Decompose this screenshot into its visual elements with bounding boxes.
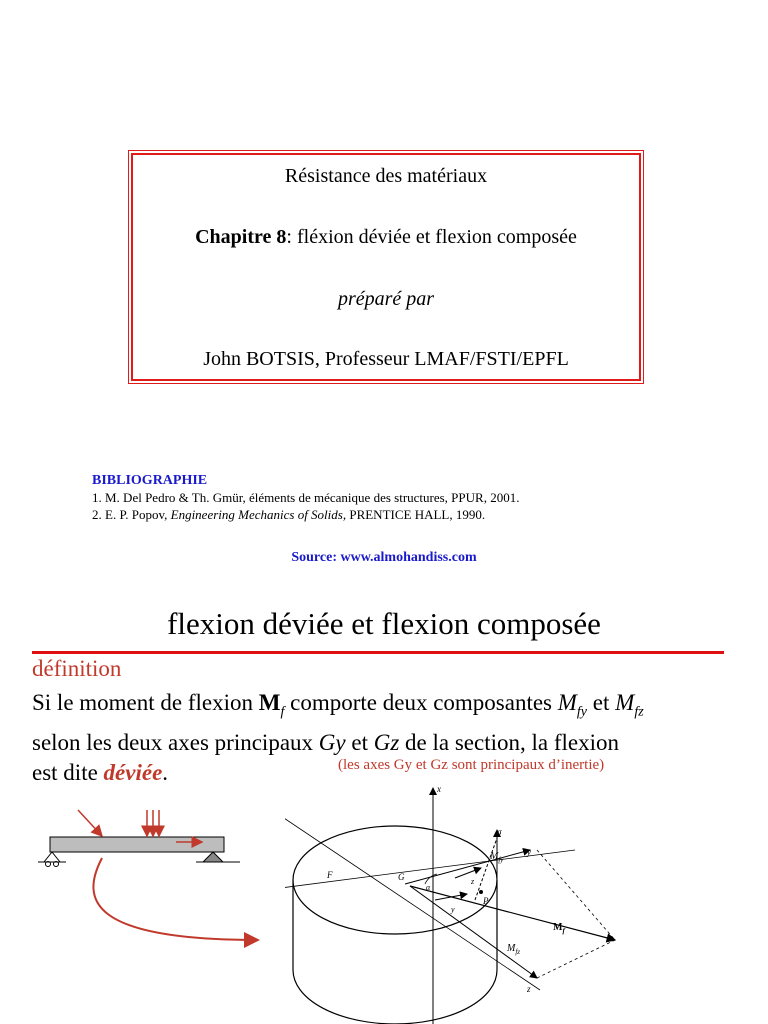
sigma-label: σ [497, 827, 502, 837]
prepared-by: préparé par [337, 288, 435, 310]
para-line-1 [32, 688, 732, 728]
chapter-title [133, 226, 639, 249]
cylinder-bottom [293, 970, 497, 1024]
small-y-label: y [451, 905, 455, 914]
cross-section-top [293, 826, 497, 934]
deviee-term: déviée [103, 759, 163, 785]
mfy-sub: fy [576, 704, 588, 720]
author: John BOTSIS, Professeur LMAF/FSTI/EPFL [203, 348, 569, 370]
mfy-label: $M_{fy}$ [490, 851, 504, 864]
ref2-title: Engineering Mechanics of Solids, [170, 507, 347, 522]
principal-axes-note: (les axes Gy et Gz sont principaux d’inertie) [338, 757, 605, 773]
para-text: est dite [32, 759, 104, 785]
x-label: x [437, 784, 441, 794]
para-text: de la section, la flexion [399, 729, 619, 755]
curved-pointer-arrow [93, 858, 258, 940]
mf-symbol: M [258, 690, 281, 715]
mf-sub: f [280, 704, 285, 720]
gz-axis: Gz [373, 729, 400, 755]
projection-line [537, 850, 615, 940]
beam [50, 837, 224, 852]
section-title: flexion déviée et flexion composée [167, 606, 601, 641]
bibliography-ref-2 [92, 506, 519, 523]
para-line-2 [32, 728, 732, 758]
section-divider [32, 651, 724, 654]
para-text: et [345, 729, 374, 755]
y-axis [405, 850, 530, 884]
para-text: selon les deux axes principaux [32, 729, 319, 755]
z-label: z [527, 984, 531, 994]
title-box [131, 153, 641, 381]
mf-vector [410, 886, 615, 940]
small-z-label: z [471, 877, 475, 886]
alpha-label: α [426, 883, 431, 892]
g-label: G [398, 872, 405, 882]
beam-diagram [30, 800, 270, 960]
inclined-load-arrow [78, 810, 102, 836]
source-link[interactable]: Source: www.almohandiss.com [291, 550, 477, 565]
chapter-number: Chapitre 8 [195, 226, 287, 248]
mfz-sub: fz [634, 704, 644, 720]
y-label: y [527, 847, 531, 857]
section-diagram [285, 780, 645, 1024]
para-text: Si le moment de flexion [32, 690, 259, 715]
z-axis [410, 886, 537, 978]
small-z-arrow [435, 894, 467, 900]
p-label: P [483, 896, 489, 906]
ref2-authors: 2. E. P. Popov, [92, 507, 171, 522]
para-text: . [162, 759, 169, 785]
bibliography-ref-1: 1. M. Del Pedro & Th. Gmür, éléments de mécanique des structures, PPUR, 2001. [92, 490, 520, 505]
f-label: F [327, 870, 333, 880]
mf-label: $M_f$ [553, 922, 565, 935]
roller-support [44, 852, 60, 862]
z-axis-extension [285, 802, 540, 990]
bibliography-heading: BIBLIOGRAPHIE [92, 473, 208, 488]
ref2-publisher: PRENTICE HALL, 1990. [346, 507, 486, 522]
projection-line [537, 940, 615, 978]
bibliography [92, 472, 519, 523]
point-p [479, 890, 483, 894]
para-text: comporte deux composantes [284, 690, 558, 715]
chapter-subject: : fléxion déviée et flexion composée [286, 226, 577, 248]
course-title: Résistance des matériaux [284, 165, 488, 187]
mfy-symbol: M [557, 690, 577, 715]
gy-axis: Gy [318, 729, 346, 755]
pin-support [203, 852, 223, 862]
para-text: et [587, 690, 616, 715]
mfz-symbol: M [615, 690, 635, 715]
definition-label: définition [32, 656, 122, 681]
mfz-label: $M_{fz}$ [507, 943, 521, 956]
